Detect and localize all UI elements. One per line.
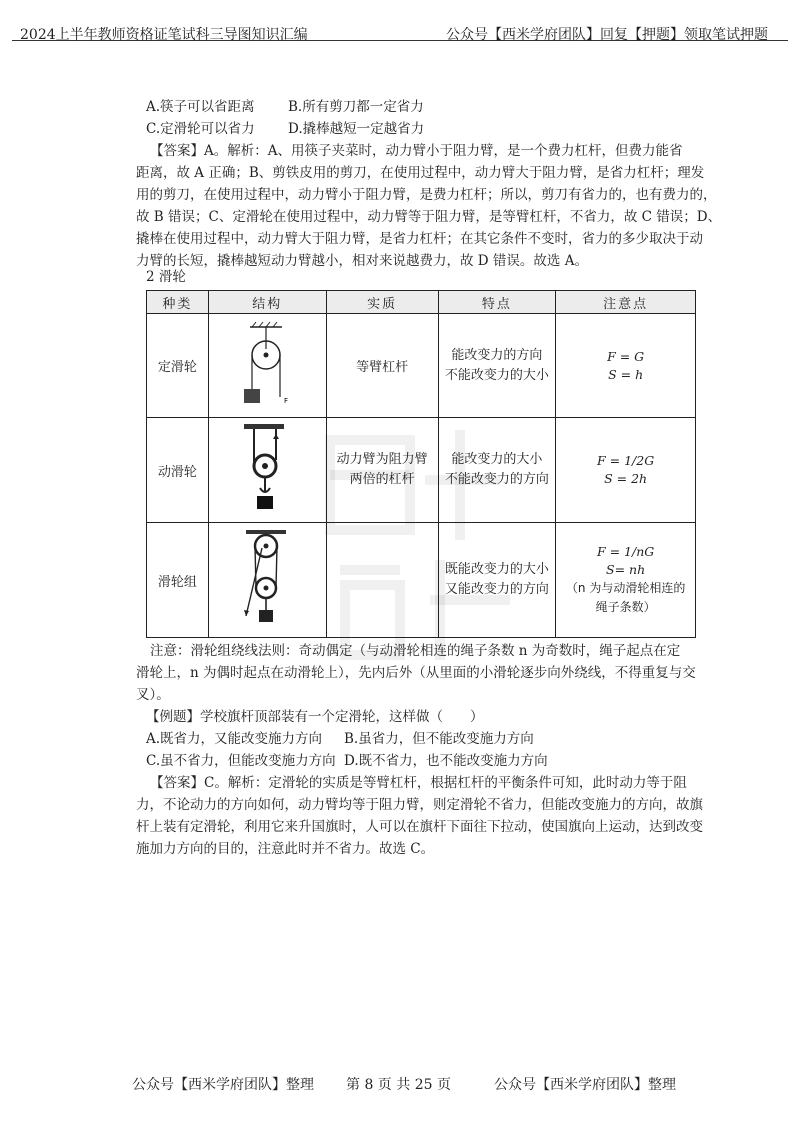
answer-line: 撬棒在使用过程中，动力臂大于阻力臂，是省力杠杆；在其它条件不变时，省力的多少取决于动 <box>136 231 703 247</box>
feature-line: 不能改变力的方向 <box>444 472 549 487</box>
example-question: 【例题】学校旗杆顶部装有一个定滑轮，这样做（ ） <box>146 709 484 725</box>
feature-line: 能改变力的方向 <box>451 347 543 363</box>
column-header: 特点 <box>438 291 556 314</box>
answer-line: 力臂的长短，撬棒越短动力臂越小，相对来说越费力，故 D 错误。故选 A。 <box>136 253 588 269</box>
table-row <box>147 314 696 418</box>
note-line: 滑轮上，n 为偶时起点在动滑轮上），先内后外（从里面的小滑轮逐步向外绕线，不得重复与交 <box>136 665 696 681</box>
example-option-a: A.既省力，又能改变施力方向 <box>146 731 323 747</box>
feature-cell <box>438 523 556 638</box>
feature-line: 又能改变力的方向 <box>444 582 549 597</box>
answer-line: 施加力方向的目的，注意此时并不省力。故选 C。 <box>136 841 435 857</box>
fixed-pulley-diagram <box>232 319 302 409</box>
answer-explanation-1 <box>136 140 722 272</box>
option-a: A.筷子可以省距离 <box>146 99 255 115</box>
table-row <box>147 418 696 523</box>
essence-line: 动力臂为阻力臂 <box>336 452 428 467</box>
section-title: 2 滑轮 <box>146 269 186 285</box>
answer-line: 力，不论动力的方向如何，动力臂均等于阻力臂，则定滑轮不省力，但能改变施力的方向，故旗 <box>136 797 703 813</box>
formula: F = 1/2G <box>597 453 655 468</box>
structure-cell <box>208 523 326 638</box>
column-header: 实质 <box>326 291 438 314</box>
feature-line: 既能改变力的大小 <box>444 562 549 577</box>
answer-line: 【答案】A。解析：A、用筷子夹菜时，动力臂小于阻力臂，是一个费力杠杆，但费力能省 <box>150 143 683 159</box>
feature-line: 不能改变力的大小 <box>444 367 549 383</box>
formula: F = G <box>607 348 645 364</box>
option-d: D.撬棒越短一定越省力 <box>288 121 425 137</box>
note-cell <box>556 418 696 523</box>
essence-line: 两倍的杠杆 <box>349 472 415 487</box>
feature-cell <box>438 314 556 418</box>
movable-pulley-diagram <box>232 420 302 516</box>
note-cell <box>556 523 696 638</box>
essence-cell <box>326 418 438 523</box>
answer-line: 距离，故 A 正确；B、剪铁皮用的剪刀，在使用过程中，动力臂大于阻力臂，是省力杠杆；理发 <box>136 165 705 181</box>
pulley-block-diagram <box>232 526 302 630</box>
table-row <box>147 523 696 638</box>
answer-line: 杆上装有定滑轮，利用它来升国旗时，人可以在旗杆下面往下拉动，使国旗向上运动，达到改变 <box>136 819 703 835</box>
essence-cell: 等臂杠杆 <box>326 314 438 418</box>
column-header: 结构 <box>208 291 326 314</box>
footer-right: 公众号【西米学府团队】整理 <box>494 1077 676 1093</box>
note-line: 绳子条数） <box>595 600 656 614</box>
kind-cell: 滑轮组 <box>147 523 209 638</box>
answer-line: 故 B 错误；C、定滑轮在使用过程中，动力臂等于阻力臂，是等臂杠杆，不省力，故 C 错误；D、 <box>136 209 722 225</box>
answer-explanation-2 <box>136 772 703 860</box>
essence-cell <box>326 523 438 638</box>
formula: S = 2h <box>604 471 648 486</box>
kind-cell: 定滑轮 <box>147 314 209 418</box>
column-header: 注意点 <box>556 291 696 314</box>
option-c: C.定滑轮可以省力 <box>146 121 255 137</box>
example-option-b: B.虽省力，但不能改变施力方向 <box>344 731 534 747</box>
feature-cell <box>438 418 556 523</box>
pulley-table <box>146 290 696 638</box>
page-number: 第 8 页 共 25 页 <box>346 1077 451 1093</box>
page-header <box>12 10 788 41</box>
note-cell <box>556 314 696 418</box>
formula: S= nh <box>606 562 646 577</box>
answer-line: 【答案】C。解析：定滑轮的实质是等臂杠杆，根据杠杆的平衡条件可知，此时动力等于阻 <box>150 775 687 791</box>
winding-rule-note <box>136 640 696 706</box>
feature-line: 能改变力的大小 <box>451 452 543 467</box>
structure-cell <box>208 418 326 523</box>
note-line: （n 为与动滑轮相连的 <box>565 581 686 595</box>
formula: S = h <box>608 366 644 382</box>
example-option-c: C.虽不省力，但能改变施力方向 <box>146 753 336 769</box>
kind-cell: 动滑轮 <box>147 418 209 523</box>
option-b: B.所有剪刀都一定省力 <box>288 99 424 115</box>
note-line: 注意：滑轮组绕线法则：奇动偶定（与动滑轮相连的绳子条数 n 为奇数时，绳子起点在定 <box>150 643 681 659</box>
formula: F = 1/nG <box>596 544 655 559</box>
header-title: 2024上半年教师资格证笔试科三导图知识汇编 <box>20 27 308 43</box>
footer-left: 公众号【西米学府团队】整理 <box>132 1077 314 1093</box>
column-header: 种类 <box>147 291 209 314</box>
structure-cell <box>208 314 326 418</box>
table-header-row <box>147 291 696 314</box>
header-promo: 公众号【西米学府团队】回复【押题】领取笔试押题 <box>446 27 768 43</box>
note-line: 叉）。 <box>136 687 170 703</box>
answer-line: 用的剪刀，在使用过程中，动力臂小于阻力臂，是费力杠杆；所以，剪刀有省力的，也有费力的， <box>136 187 717 203</box>
example-option-d: D.既不省力，也不能改变施力方向 <box>344 753 548 769</box>
force-label: F <box>284 396 289 405</box>
